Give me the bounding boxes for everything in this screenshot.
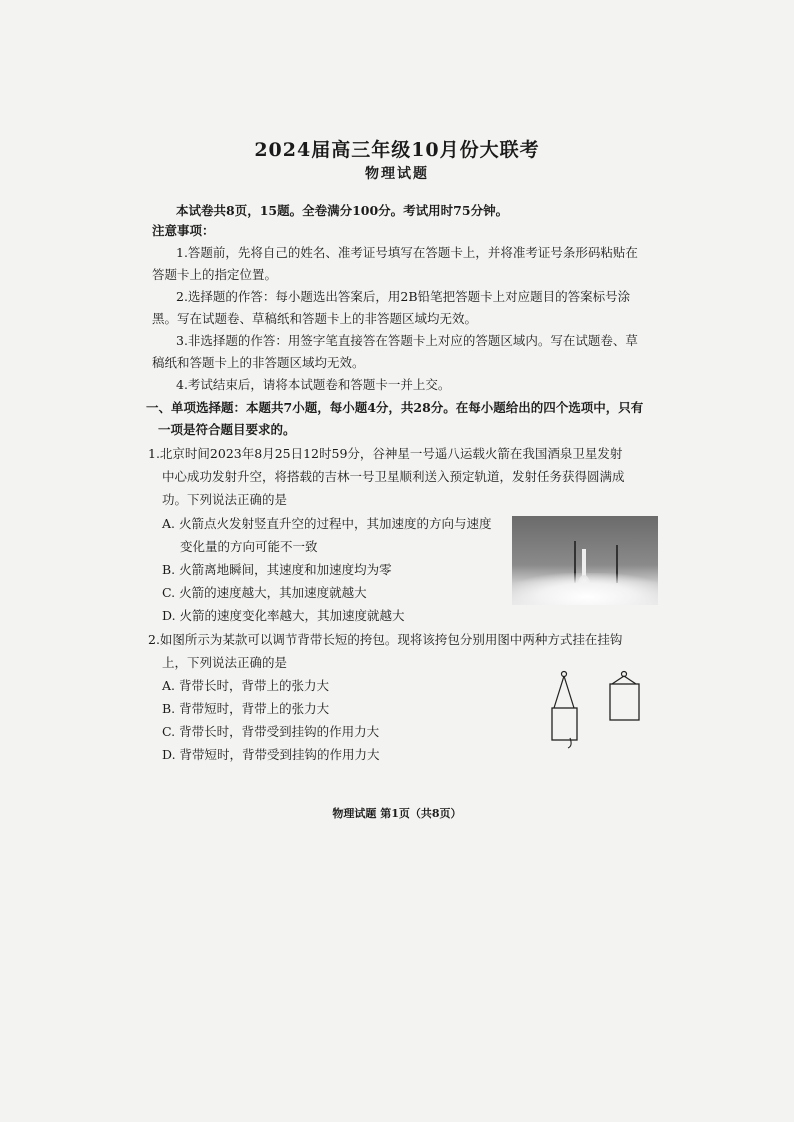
section-heading-line-1: 一、单项选择题：本题共7小题，每小题4分，共28分。在每小题给出的四个选项中，只有 <box>146 400 644 415</box>
q2-stem-line-2: 上，下列说法正确的是 <box>162 655 288 670</box>
q1-option-a-line-2: 变化量的方向可能不一致 <box>180 539 318 554</box>
notice-item-3-line-2: 稿纸和答题卡上的非答题区域均无效。 <box>152 355 365 370</box>
notice-item-2-line-2: 黑。写在试题卷、草稿纸和答题卡上的非答题区域均无效。 <box>152 311 478 326</box>
long-strap-left <box>554 676 564 708</box>
q2-option-d: D. 背带短时，背带受到挂钩的作用力大 <box>162 747 380 762</box>
bag-body-right <box>610 684 639 720</box>
q1-stem-line-1: 1.北京时间2023年8月25日12时59分，谷神星一号遥八运载火箭在我国酒泉卫星发射 <box>148 446 623 461</box>
q1-option-c: C. 火箭的速度越大，其加速度就越大 <box>162 585 367 600</box>
section-heading-line-2: 一项是符合题目要求的。 <box>158 422 296 437</box>
long-strap-right <box>564 676 574 708</box>
notice-item-4: 4.考试结束后，请将本试题卷和答题卡一并上交。 <box>176 377 451 392</box>
q2-option-a: A. 背带长时，背带上的张力大 <box>162 678 329 693</box>
q1-stem-line-3: 功。下列说法正确的是 <box>162 492 288 507</box>
notice-item-3-line-1: 3.非选择题的作答：用签字笔直接答在答题卡上对应的答题区域内。写在试题卷、草 <box>176 333 638 348</box>
exam-subtitle: 物理试题 <box>365 166 429 182</box>
q1-option-a-line-1: A. 火箭点火发射竖直升空的过程中，其加速度的方向与速度 <box>162 516 492 531</box>
rocket-launch-photo <box>512 516 658 605</box>
q2-option-b: B. 背带短时，背带上的张力大 <box>162 701 330 716</box>
page-footer: 物理试题 第1页（共8页） <box>332 807 462 820</box>
notice-item-2-line-1: 2.选择题的作答：每小题选出答案后，用2B铅笔把答题卡上对应题目的答案标号涂 <box>176 289 631 304</box>
notice-heading: 注意事项： <box>152 223 215 238</box>
bag-body-left <box>552 708 577 740</box>
hook-left-icon <box>562 672 567 677</box>
q2-stem-line-1: 2.如图所示为某款可以调节背带长短的挎包。现将该挎包分别用图中两种方式挂在挂钩 <box>148 632 623 647</box>
launch-smoke <box>512 573 658 605</box>
short-strap-bag <box>610 672 639 721</box>
bag-diagram <box>550 668 660 764</box>
q1-stem-line-2: 中心成功发射升空，将搭载的吉林一号卫星顺利送入预定轨道，发射任务获得圆满成 <box>162 469 625 484</box>
short-strap-left <box>612 676 624 684</box>
q1-option-d: D. 火箭的速度变化率越大，其加速度就越大 <box>162 608 405 623</box>
short-strap-right <box>624 676 636 684</box>
notice-item-1-line-2: 答题卡上的指定位置。 <box>152 267 278 282</box>
notice-item-1-line-1: 1.答题前，先将自己的姓名、准考证号填写在答题卡上，并将准考证号条形码粘贴在 <box>176 245 638 260</box>
q1-option-b: B. 火箭离地瞬间，其速度和加速度均为零 <box>162 562 392 577</box>
exam-title: 2024届高三年级10月份大联考 <box>254 139 540 161</box>
exam-intro: 本试卷共8页，15题。全卷满分100分。考试用时75分钟。 <box>176 203 509 218</box>
long-strap-bag <box>552 672 577 749</box>
q2-option-c: C. 背带长时，背带受到挂钩的作用力大 <box>162 724 380 739</box>
hook-right-icon <box>622 672 627 677</box>
